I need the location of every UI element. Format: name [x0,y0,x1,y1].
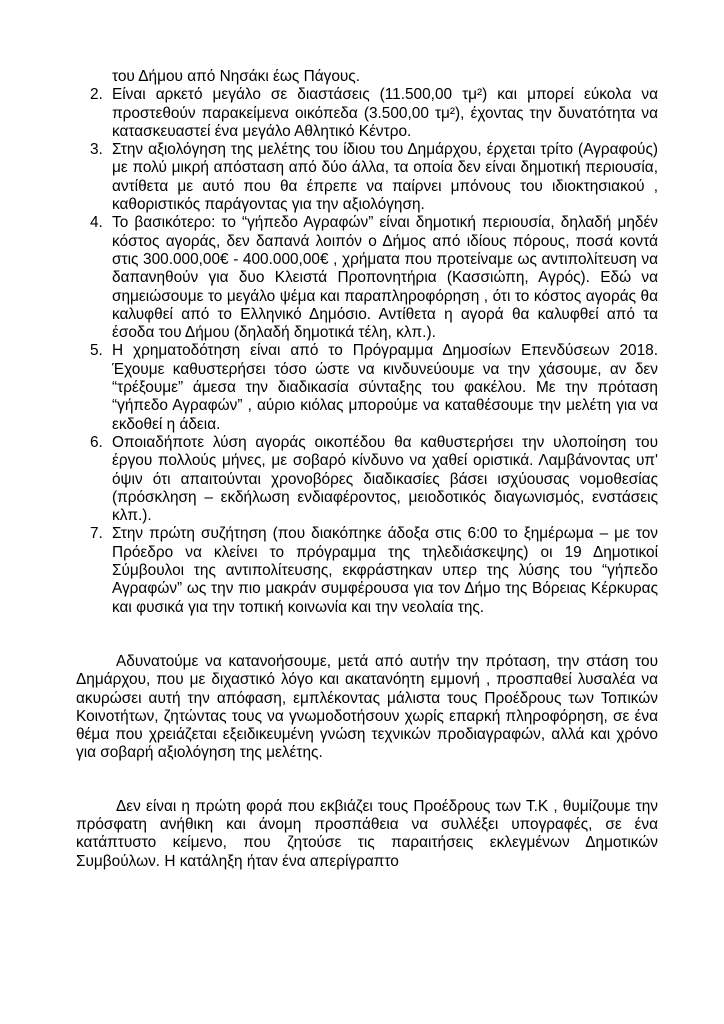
paragraph-spacer [76,617,658,653]
list-item-text: Η χρηματοδότηση είναι από το Πρόγραμμα Δημοσίων Επενδύσεων 2018. Έχουμε καθυστερήσει τόσο ώστε να κινδυνεύουμε να την χάσουμε, αν δεν “τρέξουμε” άμεσα την διαδικασία σύνταξης του φακέλου. Με την πρόταση “γήπεδο Αγραφών” , αύριο κιόλας μπορούμε να καταθέσουμε την μελέτη για να εκδοθεί η άδεια. [112,342,658,433]
list-item-text: Το βασικότερο: το “γήπεδο Αγραφών” είναι δημοτική περιουσία, δηλαδή μηδέν κόστος αγοράς, δεν δαπανά λοιπόν ο Δήμος από ιδίους πόρους, ποσά κοντά στις 300.000,00€ - 400.000,00€ , χρήματα που προτείναμε ως αντιπολίτευση να δαπανηθούν για δυο Κλειστά Προπονητήρια (Κασσιώπη, Αγρός). Εδώ να σημειώσουμε το μεγάλο ψέμα και παραπληροφόρηση , ότι το κόστος αγοράς θα καλυφθεί από το Ελληνικό Δημόσιο. Αντίθετα η αγορά θα καλυφθεί από τα έσοδα του Δήμου (δηλαδή δημοτικά τέλη, κλπ.). [112,214,658,342]
list-item-text: Στην αξιολόγηση της μελέτης του ίδιου του Δημάρχου, έρχεται τρίτο (Αγραφούς) με πολύ μικρή απόσταση από δύο άλλα, τα οποία δεν είναι δημοτική περιουσία, αντίθετα με αυτό που θα έπρεπε να παίρνει μπόνους του ιδιοκτησιακού , καθοριστικός παράγοντας για την αξιολόγηση. [112,141,658,214]
list-item-text: Στην πρώτη συζήτηση (που διακόπηκε άδοξα στις 6:00 το ξημέρωμα – με τον Πρόεδρο να κλείνει το πρόγραμμα της τηλεδιάσκεψης) οι 19 Δημοτικοί Σύμβουλοι της αντιπολίτευσης, εκφράστηκαν υπερ της λύσης του “γήπεδο Αγραφών” ως την πιο μακράν συμφέρουσα για τον Δήμο της Βόρειας Κέρκυρας και φυσικά για την τοπική κοινωνία και την νεολαία της. [112,525,658,616]
list-item [76,525,658,616]
list-item-number: 5. [90,342,103,360]
list-item [76,214,658,342]
body-paragraph: Δεν είναι η πρώτη φορά που εκβιάζει τους Προέδρους των Τ.Κ , θυμίζουμε την πρόσφατη ανήθικη και άνομη προσπάθεια να συλλέξει υπογραφές, σε ένα κατάπτυστο κείμενο, που ζητούσε τις παραιτήσεις εκλεγμένων Δημοτικών Συμβούλων. Η κατάληξη ήταν ένα απερίγραπτο [76,797,658,870]
paragraph-spacer [76,763,658,798]
list-item-text: Οποιαδήποτε λύση αγοράς οικοπέδου θα καθυστερήσει την υλοποίηση του έργου πολλούς μήνες, με σοβαρό κίνδυνο να χαθεί οριστικά. Λαμβάνοντας υπ' όψιν ότι απαιτούνται χρονοβόρες διαδικασίες βάσει ισχύουσας νομοθεσίας (πρόσκληση – εκδήλωση ενδιαφέροντος, μειοδοτικός διαγωνισμός, ενστάσεις κλπ.). [112,433,658,525]
numbered-list [76,86,658,617]
continuation-line: του Δήμου από Νησάκι έως Πάγους. [112,68,360,85]
list-item-number: 4. [90,214,103,232]
list-item [76,342,658,433]
body-paragraph: Αδυνατούμε να κατανοήσουμε, μετά από αυτήν την πρόταση, την στάση του Δημάρχου, που με διχαστικό λόγο και ακατανόητη εμμονή , προσπαθεί λυσαλέα να ακυρώσει αυτή την απόφαση, εμπλέκοντας μάλιστα τους Προέδρους των Τοπικών Κοινοτήτων, ζητώντας τους να γνωμοδοτήσουν χωρίς επαρκή πληροφόρηση, σε ένα θέμα που χρειάζεται εξειδικευμένη γνώση τεχνικών προδιαγραφών, αλλά και χρόνο για σοβαρή αξιολόγηση της μελέτης. [76,652,658,762]
list-item-text: Είναι αρκετό μεγάλο σε διαστάσεις (11.500,00 τμ²) και μπορεί εύκολα να προστεθούν παρακείμενα οικόπεδα (3.500,00 τμ²), έχοντας την δυνατότητα να κατασκευαστεί ένα μεγάλο Αθλητικό Κέντρο. [112,86,658,140]
list-item-number: 3. [90,141,103,159]
list-item [76,86,658,141]
list-item-number: 6. [90,433,103,451]
document-body [76,68,658,871]
list-item [76,434,658,525]
list-item-number: 7. [90,525,103,543]
list-item [76,141,658,214]
list-item-number: 2. [90,86,103,104]
